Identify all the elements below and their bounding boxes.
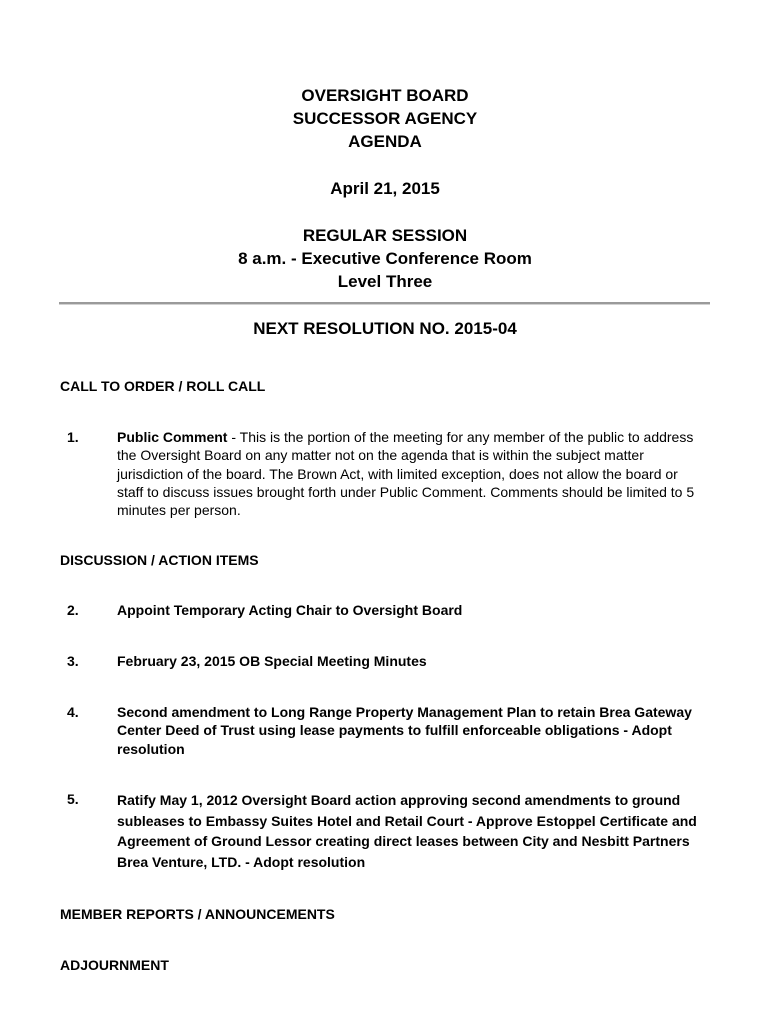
item-number: 1. <box>67 429 79 445</box>
title-agenda: AGENDA <box>348 132 422 151</box>
item-description: - This is the portion of the meeting for any member of the public to address the Oversight Board on any matter not on the agenda that is within the subject matter jurisdiction of the board. The Brown Act, with limited exception, does not allow the board or staff to discuss issues brought forth under Public Comment. Comments should be limited to 5 minutes per person. <box>117 429 695 519</box>
section-member-reports: MEMBER REPORTS / ANNOUNCEMENTS <box>60 906 335 922</box>
session-type: REGULAR SESSION <box>302 226 468 245</box>
section-discussion: DISCUSSION / ACTION ITEMS <box>60 552 259 568</box>
item-meeting-minutes: February 23, 2015 OB Special Meeting Minutes <box>117 653 427 669</box>
meeting-date: April 21, 2015 <box>330 179 440 198</box>
section-call-to-order: CALL TO ORDER / ROLL CALL <box>60 378 266 394</box>
item-number: 2. <box>67 602 79 618</box>
item-number: 4. <box>67 704 79 720</box>
item-appoint-chair: Appoint Temporary Acting Chair to Oversight Board <box>117 602 463 618</box>
item-number: 3. <box>67 653 79 669</box>
header-divider <box>59 302 710 305</box>
meeting-level: Level Three <box>337 272 433 291</box>
meeting-time-location: 8 a.m. - Executive Conference Room <box>238 249 532 268</box>
title-oversight-board: OVERSIGHT BOARD <box>301 86 469 105</box>
item-long-range-plan: Second amendment to Long Range Property Management Plan to retain Brea Gateway Center Deed of Trust using lease payments to fulfill enforceable obligations - Adopt resolution <box>117 704 692 757</box>
item-public-comment <box>117 428 707 519</box>
title-successor-agency: SUCCESSOR AGENCY <box>292 109 478 128</box>
next-resolution: NEXT RESOLUTION NO. 2015-04 <box>253 319 517 338</box>
item-lead: Public Comment <box>117 429 228 445</box>
item-ratify-action: Ratify May 1, 2012 Oversight Board action approving second amendments to ground subleases to Embassy Suites Hotel and Retail Court - Approve Estoppel Certificate and Agreement of Ground Lessor creating direct leases between City and Nesbitt Partners Brea Venture, LTD. - Adopt resolution <box>117 792 697 870</box>
section-adjournment: ADJOURNMENT <box>60 957 169 973</box>
item-number: 5. <box>67 791 79 807</box>
